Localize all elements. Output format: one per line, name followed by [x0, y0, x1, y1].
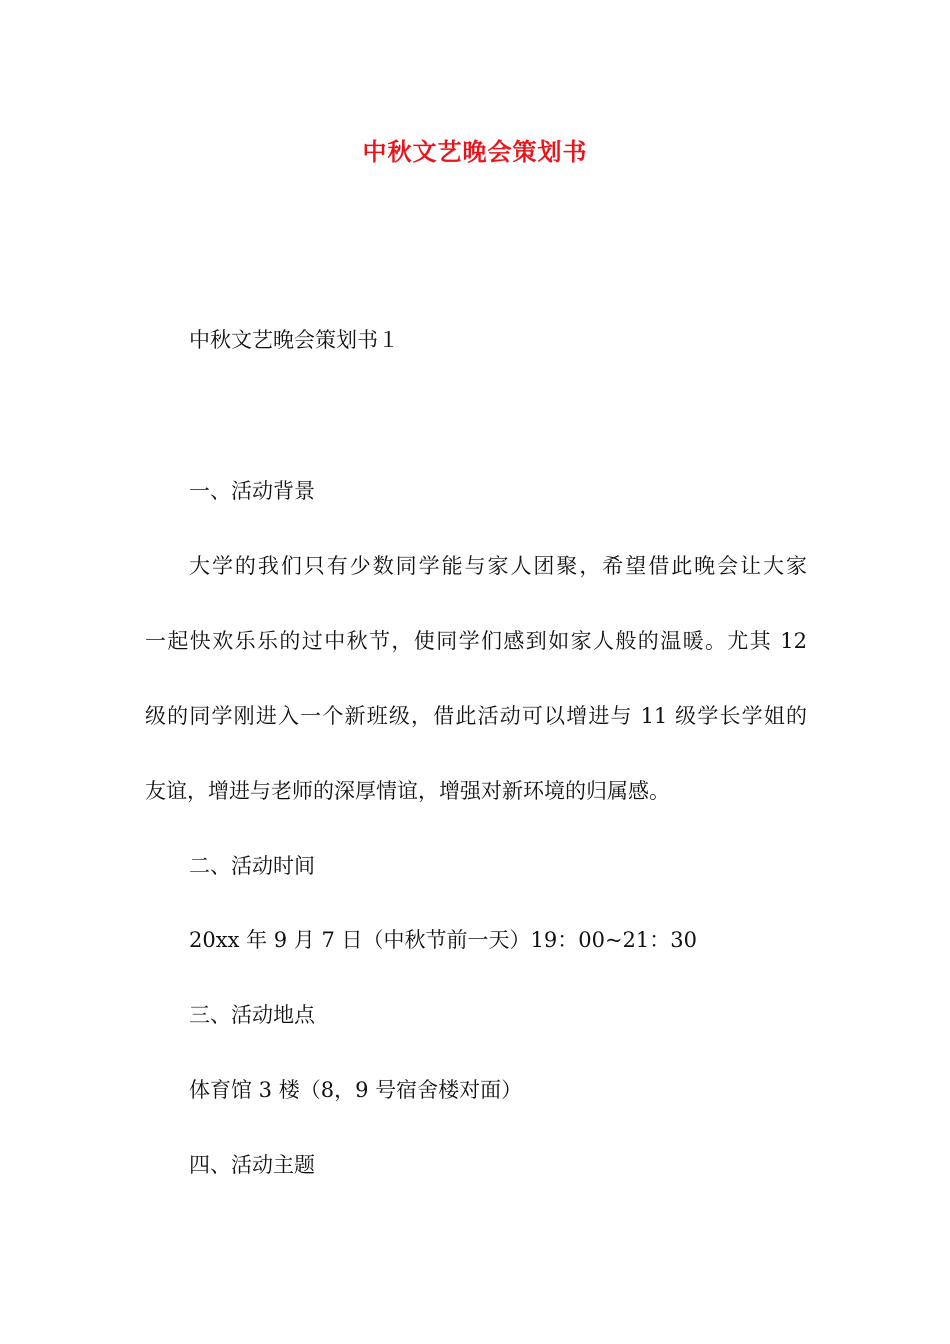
background-paragraph-line-1: 大学的我们只有少数同学能与家人团聚，希望借此晚会让大家	[189, 554, 807, 578]
background-paragraph-line-4: 友谊，增进与老师的深厚情谊，增强对新环境的归属感。	[145, 779, 670, 803]
section-heading-time: 二、活动时间	[189, 854, 315, 878]
background-paragraph-line-3: 级的同学刚进入一个新班级，借此活动可以增进与 11 级学长学姐的	[145, 704, 807, 728]
background-paragraph-line-2: 一起快欢乐乐的过中秋节，使同学们感到如家人般的温暖。尤其 12	[145, 629, 807, 653]
section-heading-location: 三、活动地点	[189, 1003, 315, 1027]
document-subtitle: 中秋文艺晚会策划书１	[189, 328, 399, 352]
document-title: 中秋文艺晚会策划书	[362, 137, 588, 166]
section-content-time: 20xx 年 9 月 7 日（中秋节前一天）19：00~21：30	[189, 928, 697, 952]
section-heading-background: 一、活动背景	[189, 479, 315, 503]
section-heading-theme: 四、活动主题	[189, 1153, 315, 1177]
section-content-location: 体育馆 3 楼（8，9 号宿舍楼对面）	[189, 1078, 523, 1102]
